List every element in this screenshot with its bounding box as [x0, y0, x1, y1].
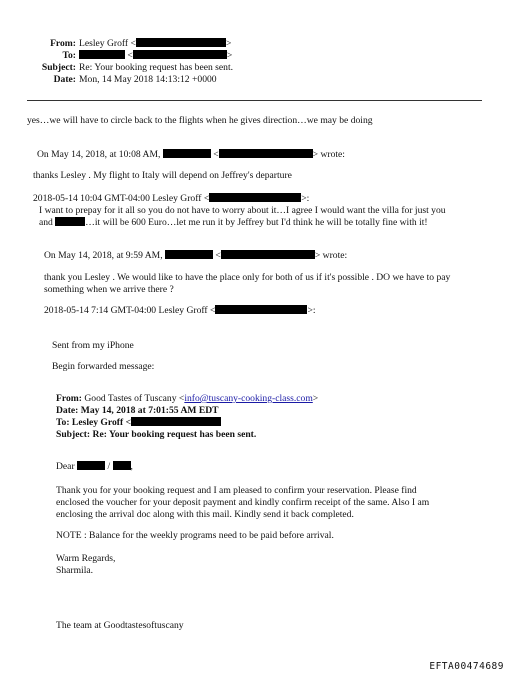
fwd-date-label: Date: — [56, 405, 79, 416]
quote-header-4-lt: < — [210, 305, 216, 316]
fwd-dear-comma: , — [130, 461, 133, 472]
quote-header-1 — [37, 149, 345, 161]
quote-header-4-prefix: 2018-05-14 7:14 GMT-04:00 Lesley Groff — [44, 305, 208, 316]
redaction-block — [136, 38, 226, 47]
header-date-label: Date: — [53, 74, 76, 85]
quote-header-2-lt: < — [203, 193, 210, 204]
redaction-block — [131, 417, 221, 426]
body-line-2: thanks Lesley . My flight to Italy will depend on Jeffrey's departure — [33, 170, 292, 181]
redaction-block — [77, 461, 105, 470]
quote-header-3 — [44, 250, 347, 262]
fwd-dear-word: Dear — [56, 461, 75, 472]
quote-header-2-prefix: 2018-05-14 10:04 GMT-04:00 Lesley Groff — [33, 193, 202, 204]
quote-header-1-gt: > — [312, 149, 319, 160]
body-line-4b: something when we arrive there ? — [44, 284, 174, 295]
quote-header-1-suffix: wrote: — [320, 149, 345, 160]
redaction-block — [165, 250, 213, 259]
fwd-note-line: NOTE : Balance for the weekly programs need to be paid before arrival. — [56, 530, 334, 541]
header-subject-value: Re: Your booking request has been sent. — [79, 62, 234, 73]
fwd-to-label: To: — [56, 417, 70, 428]
body-line-3b — [39, 217, 428, 229]
header-from-gt: > — [225, 38, 232, 49]
fwd-signature-line: Sharmila. — [56, 565, 94, 576]
quote-header-2 — [33, 193, 309, 205]
document-id-stamp: EFTA00474689 — [429, 661, 504, 672]
header-to-lt: < — [127, 50, 133, 61]
redaction-block — [55, 217, 85, 226]
fwd-from-close: > — [312, 393, 319, 404]
quote-header-3-suffix: wrote: — [322, 250, 348, 261]
fwd-subject-label: Subject: — [56, 429, 91, 440]
body-line-1: yes…we will have to circle back to the flights when he gives direction…we may be doing — [27, 115, 373, 126]
fwd-para-line-3: enclosing the arrival doc along with this mail. Kindly send it back completed. — [56, 509, 354, 520]
fwd-to-value: Lesley Groff — [71, 417, 124, 428]
header-from-name: Lesley Groff — [79, 38, 129, 49]
quote-header-1-lt: < — [213, 149, 219, 160]
quote-header-1-prefix: On May 14, 2018, at 10:08 AM, — [37, 149, 161, 160]
redaction-block — [219, 149, 313, 158]
fwd-regards-line: Warm Regards, — [56, 553, 116, 564]
fwd-para-line-1: Thank you for your booking request and I am pleased to confirm your reservation. Please find — [56, 485, 417, 496]
redaction-block — [163, 149, 211, 158]
redaction-block — [113, 461, 131, 470]
fwd-subject-value: Re: Your booking request has been sent. — [92, 429, 257, 440]
fwd-subject-row — [56, 429, 256, 441]
header-to-gt: > — [226, 50, 233, 61]
fwd-from-email-link[interactable]: info@tuscany-cooking-class.com — [184, 393, 313, 404]
fwd-from-row — [56, 393, 318, 405]
fwd-date-row — [56, 405, 219, 417]
quote-header-3-lt: < — [215, 250, 221, 261]
body-line-3b-pre: and — [39, 217, 53, 228]
quote-header-4-suffix: >: — [307, 305, 316, 316]
header-date-value: Mon, 14 May 2018 14:13:12 +0000 — [79, 74, 217, 85]
redaction-block — [79, 50, 125, 59]
header-from-value — [79, 38, 231, 50]
fwd-dear-slash: / — [107, 461, 111, 472]
redaction-block — [209, 193, 301, 202]
body-line-3b-post: …it will be 600 Euro…let me run it by Jeffrey but I'd think he will be totally fine with it! — [85, 217, 428, 228]
fwd-from-label: From: — [56, 393, 82, 404]
begin-forwarded-line: Begin forwarded message: — [52, 361, 155, 372]
header-from-lt: < — [130, 38, 136, 49]
quote-header-3-gt: > — [314, 250, 321, 261]
header-divider — [27, 100, 482, 101]
body-line-4a: thank you Lesley . We would like to have the place only for both of us if it's possible . DO we have to pay — [44, 272, 451, 283]
redaction-block — [133, 50, 227, 59]
quote-header-2-suffix: >: — [301, 193, 310, 204]
fwd-to-row — [56, 417, 221, 429]
fwd-from-value: Good Tastes of Tuscany < — [84, 393, 185, 404]
fwd-dear-line — [56, 461, 133, 473]
body-line-3a: I want to prepay for it all so you do not have to worry about it…I agree I would want the villa for just you — [39, 205, 446, 216]
header-to-label: To: — [62, 50, 76, 61]
fwd-to-lt: < — [125, 417, 132, 428]
header-from-label: From: — [50, 38, 76, 49]
fwd-date-value: May 14, 2018 at 7:01:55 AM EDT — [80, 405, 219, 416]
fwd-team-line: The team at Goodtastesoftuscany — [56, 620, 184, 631]
quote-header-4 — [44, 305, 316, 317]
redaction-block — [221, 250, 315, 259]
header-subject-label: Subject: — [41, 62, 76, 73]
sent-from-line: Sent from my iPhone — [52, 340, 134, 351]
header-to-value — [79, 50, 232, 62]
redaction-block — [215, 305, 307, 314]
fwd-para-line-2: enclosed the voucher for your deposit payment and kindly confirm receipt of the same. Also I am — [56, 497, 430, 508]
quote-header-3-prefix: On May 14, 2018, at 9:59 AM, — [44, 250, 163, 261]
